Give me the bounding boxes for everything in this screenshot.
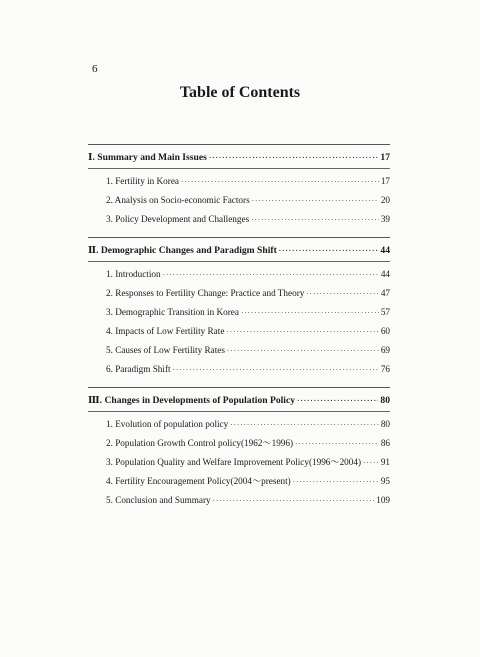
divider xyxy=(88,168,390,169)
leader-dots xyxy=(297,393,378,409)
divider xyxy=(88,411,390,412)
toc-entry[interactable] xyxy=(106,491,390,510)
toc-entry[interactable] xyxy=(106,341,390,360)
toc-entry-page: 95 xyxy=(380,476,390,486)
toc-section-heading[interactable] xyxy=(88,243,390,259)
page-number: 6 xyxy=(92,63,98,75)
toc-heading-label: Ⅱ. Demographic Changes and Paradigm Shift xyxy=(88,245,277,256)
leader-dots xyxy=(252,192,379,210)
toc-entry-label: 6. Paradigm Shift xyxy=(106,364,171,374)
toc-heading-page: 17 xyxy=(380,152,390,163)
toc-section xyxy=(88,144,390,229)
table-of-contents xyxy=(88,144,390,518)
leader-dots xyxy=(163,266,379,284)
toc-section-heading[interactable] xyxy=(88,150,390,166)
toc-entry-label: 3. Demographic Transition in Korea xyxy=(106,307,239,317)
toc-heading-page: 80 xyxy=(380,395,390,406)
toc-entry[interactable] xyxy=(106,303,390,322)
toc-entry-label: 3. Policy Development and Challenges xyxy=(106,214,250,224)
leader-dots xyxy=(226,323,378,341)
leader-dots xyxy=(241,304,379,322)
leader-dots xyxy=(173,361,379,379)
toc-entry[interactable] xyxy=(106,172,390,191)
toc-entry[interactable] xyxy=(106,210,390,229)
toc-entry-page: 91 xyxy=(380,457,390,467)
leader-dots xyxy=(293,473,379,491)
toc-entry-page: 76 xyxy=(380,364,390,374)
divider xyxy=(88,261,390,262)
toc-entry[interactable] xyxy=(106,453,390,472)
toc-entry-page: 20 xyxy=(380,195,390,205)
leader-dots xyxy=(295,435,379,453)
toc-heading-label: Ⅲ. Changes in Developments of Population Policy xyxy=(88,395,296,406)
toc-section xyxy=(88,387,390,510)
toc-section xyxy=(88,237,390,379)
leader-dots xyxy=(279,243,379,259)
leader-dots xyxy=(209,150,379,166)
toc-entry-page: 44 xyxy=(380,269,390,279)
toc-entry-label: 4. Fertility Encouragement Policy(2004～present) xyxy=(106,476,291,486)
page-title: Table of Contents xyxy=(179,84,301,101)
toc-entry[interactable] xyxy=(106,191,390,210)
toc-entry-label: 1. Evolution of population policy xyxy=(106,419,229,429)
toc-entry-page: 109 xyxy=(376,495,390,505)
leader-dots xyxy=(227,342,379,360)
leader-dots xyxy=(213,492,375,510)
leader-dots xyxy=(251,211,379,229)
leader-dots xyxy=(363,454,379,472)
toc-entry-label: 5. Conclusion and Summary xyxy=(106,495,211,505)
toc-entry[interactable] xyxy=(106,434,390,453)
toc-entry-label: 2. Analysis on Socio-economic Factors xyxy=(106,195,250,205)
toc-entry[interactable] xyxy=(106,265,390,284)
leader-dots xyxy=(230,416,379,434)
toc-entry-page: 60 xyxy=(380,326,390,336)
toc-entry-label: 1. Introduction xyxy=(106,269,161,279)
toc-entry-page: 47 xyxy=(380,288,390,298)
toc-heading-label: Ⅰ. Summary and Main Issues xyxy=(88,152,207,163)
toc-entry-label: 5. Causes of Low Fertility Rates xyxy=(106,345,225,355)
leader-dots xyxy=(181,173,379,191)
toc-entry[interactable] xyxy=(106,360,390,379)
toc-entry-label: 4. Impacts of Low Fertility Rate xyxy=(106,326,225,336)
toc-entry-label: 2. Responses to Fertility Change: Practice and Theory xyxy=(106,288,305,298)
toc-entry[interactable] xyxy=(106,322,390,341)
toc-entry[interactable] xyxy=(106,415,390,434)
leader-dots xyxy=(306,285,378,303)
toc-section-heading[interactable] xyxy=(88,393,390,409)
toc-entry-page: 86 xyxy=(380,438,390,448)
toc-heading-page: 44 xyxy=(380,245,390,256)
toc-entry-label: 2. Population Growth Control policy(1962～1996) xyxy=(106,438,294,448)
toc-entry-page: 80 xyxy=(380,419,390,429)
toc-entry-page: 39 xyxy=(380,214,390,224)
toc-entry-page: 57 xyxy=(380,307,390,317)
toc-entry-label: 3. Population Quality and Welfare Improvement Policy(1996～2004) xyxy=(106,457,362,467)
toc-entry-page: 69 xyxy=(380,345,390,355)
toc-entry[interactable] xyxy=(106,472,390,491)
toc-entry[interactable] xyxy=(106,284,390,303)
toc-entry-page: 17 xyxy=(380,176,390,186)
toc-entry-label: 1. Fertility in Korea xyxy=(106,176,179,186)
